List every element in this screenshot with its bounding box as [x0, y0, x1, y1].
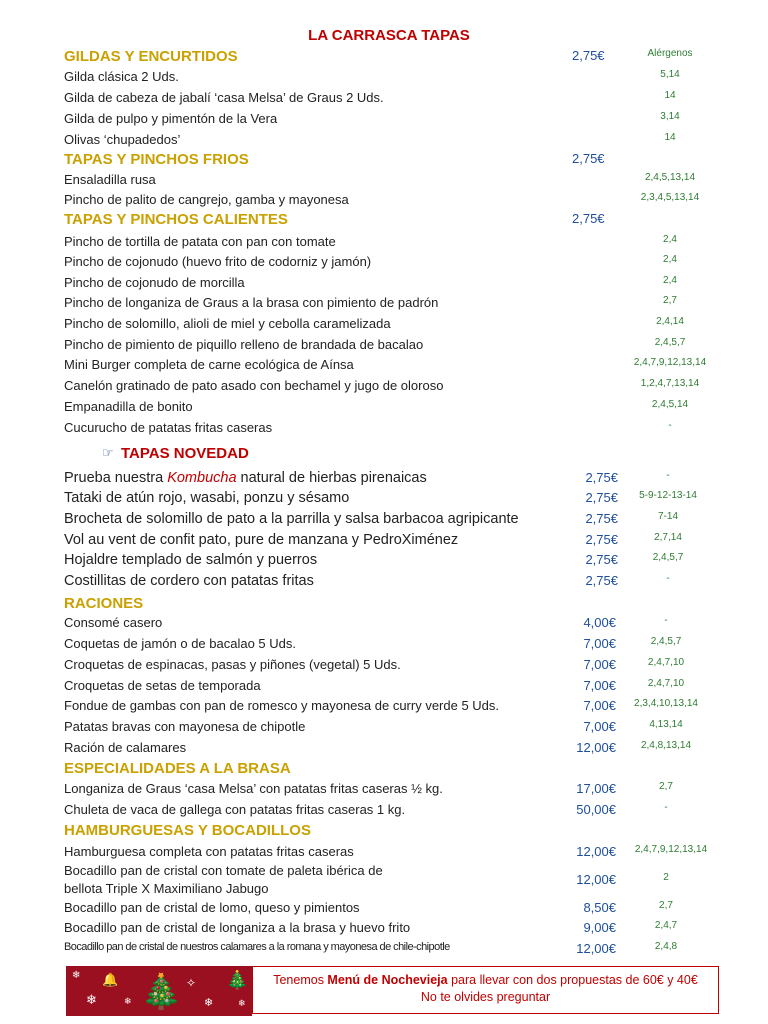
section-title: HAMBURGUESAS Y BOCADILLOS: [64, 822, 311, 839]
section-header-raciones: [0, 595, 768, 615]
menu-title: LA CARRASCA TAPAS: [308, 27, 470, 44]
section-header-hamburguesas: [0, 822, 768, 842]
menu-item: Hojaldre templado de salmón y puerros 2,75€ 2,4,5,7: [64, 552, 684, 568]
menu-item: Brocheta de solomillo de pato a la parrilla y salsa barbacoa agripicante 2,75€ 7-14: [64, 511, 678, 527]
christmas-tree-icon: 🎄: [140, 973, 183, 1011]
christmas-bell-icon: 🔔: [102, 972, 119, 987]
snowflake-icon: ❄: [72, 970, 81, 981]
section-price: 2,75€: [572, 48, 605, 63]
menu-item: Croquetas de espinacas, pasas y piñones (vegetal) 5 Uds. 7,00€ 2,4,7,10: [64, 657, 685, 672]
menu-item: Pincho de longaniza de Graus a la brasa con pimiento de padrón 2,7: [64, 295, 677, 310]
menu-item: Pincho de cojonudo de morcilla 2,4: [64, 275, 677, 290]
section-header-calientes: [0, 211, 768, 231]
christmas-tree-icon: 🎄: [226, 970, 249, 990]
menu-item: Ración de calamares 12,00€ 2,4,8,13,14: [64, 740, 692, 755]
pointing-hand-icon: ☞: [102, 445, 114, 460]
menu-item: Pincho de tortilla de patata con pan con tomate 2,4: [64, 234, 677, 249]
menu-item: Gilda de pulpo y pimentón de la Vera 3,14: [64, 111, 680, 126]
snowflake-icon: ❄: [238, 998, 246, 1008]
snowflake-icon: ❄: [204, 997, 214, 1009]
nochevieja-notice: Tenemos Menú de Nochevieja para llevar con dos propuestas de 60€ y 40€ No te olvides preguntar: [252, 966, 719, 1014]
menu-item: Pincho de cojonudo (huevo frito de codorniz y jamón) 2,4: [64, 254, 677, 269]
section-price: 2,75€: [572, 151, 605, 166]
menu-item: Mini Burger completa de carne ecológica de Aínsa 2,4,7,9,12,13,14: [64, 357, 707, 372]
allergens-header: Alérgenos: [647, 48, 693, 59]
menu-item: Pincho de palito de cangrejo, gamba y mayonesa 2,3,4,5,13,14: [64, 192, 700, 207]
menu-item: Tataki de atún rojo, wasabi, ponzu y sésamo 2,75€ 5-9-12-13-14: [64, 490, 697, 506]
snowflake-icon: ❄: [124, 996, 132, 1006]
menu-item: Chuleta de vaca de gallega con patatas fritas caseras 1 kg. 50,00€ -: [64, 802, 668, 817]
menu-item: Ensaladilla rusa 2,4,5,13,14: [64, 172, 696, 187]
section-title: RACIONES: [64, 595, 144, 612]
menu-item: Canelón gratinado de pato asado con bechamel y jugo de oloroso 1,2,4,7,13,14: [64, 378, 700, 393]
menu-item: Olivas ‘chupadedos’ 14: [64, 132, 676, 147]
menu-item: Fondue de gambas con pan de romesco y mayonesa de curry verde 5 Uds. 7,00€ 2,3,4,10,13,14: [64, 698, 698, 713]
section-header-gildas: [0, 48, 768, 68]
section-title: ESPECIALIDADES A LA BRASA: [64, 760, 291, 777]
menu-item: Bocadillo pan de cristal con tomate de paleta ibérica de bellota Triple X Maximiliano Jabugo 12,00€ 2: [64, 863, 669, 896]
section-header-frios: [0, 151, 768, 171]
snowflake-icon: ❄: [86, 992, 97, 1007]
section-price: 2,75€: [572, 211, 605, 226]
menu-item: Coquetas de jamón o de bacalao 5 Uds. 7,00€ 2,4,5,7: [64, 636, 682, 651]
menu-item: Prueba nuestra Kombucha natural de hierbas pirenaicas 2,75€ -: [64, 470, 670, 486]
menu-item: Gilda de cabeza de jabalí ‘casa Melsa’ de Graus 2 Uds. 14: [64, 90, 676, 105]
menu-item: Cucurucho de patatas fritas caseras -: [64, 420, 672, 435]
menu-item: Bocadillo pan de cristal de lomo, queso y pimientos 8,50€ 2,7: [64, 900, 673, 915]
ornament-ball-icon: ✧: [186, 976, 197, 990]
christmas-banner-image: [66, 966, 252, 1016]
menu-item: Costillitas de cordero con patatas fritas 2,75€ -: [64, 573, 670, 589]
kombucha-highlight: Kombucha: [167, 470, 237, 486]
menu-item: Empanadilla de bonito 2,4,5,14: [64, 399, 689, 414]
menu-item: Hamburguesa completa con patatas fritas caseras 12,00€ 2,4,7,9,12,13,14: [64, 844, 708, 859]
menu-item: Pincho de pimiento de piquillo relleno de brandada de bacalao 2,4,5,7: [64, 337, 686, 352]
section-header-brasa: [0, 760, 768, 780]
menu-item: Bocadillo pan de cristal de nuestros calamares a la romana y mayonesa de chile-chipotle 12,00€ 2,4,8: [64, 941, 678, 956]
menu-item: Patatas bravas con mayonesa de chipotle 7,00€ 4,13,14: [64, 719, 683, 734]
notice-highlight: Menú de Nochevieja: [327, 973, 448, 987]
section-title: TAPAS Y PINCHOS CALIENTES: [64, 211, 288, 228]
menu-item: Bocadillo pan de cristal de longaniza a la brasa y huevo frito 9,00€ 2,4,7: [64, 920, 678, 935]
section-title: TAPAS Y PINCHOS FRIOS: [64, 151, 249, 168]
section-title: GILDAS Y ENCURTIDOS: [64, 48, 238, 65]
section-header-novedad: [0, 445, 768, 465]
menu-item: Longaniza de Graus ‘casa Melsa’ con patatas fritas caseras ½ kg. 17,00€ 2,7: [64, 781, 673, 796]
section-title: TAPAS NOVEDAD: [121, 445, 249, 462]
menu-item: Pincho de solomillo, alioli de miel y cebolla caramelizada 2,4,14: [64, 316, 684, 331]
menu-item: Gilda clásica 2 Uds. 5,14: [64, 69, 680, 84]
menu-item: Croquetas de setas de temporada 7,00€ 2,4,7,10: [64, 678, 685, 693]
menu-item: Vol au vent de confit pato, pure de manzana y PedroXiménez 2,75€ 2,7,14: [64, 532, 682, 548]
menu-item: Consomé casero 4,00€ -: [64, 615, 668, 630]
